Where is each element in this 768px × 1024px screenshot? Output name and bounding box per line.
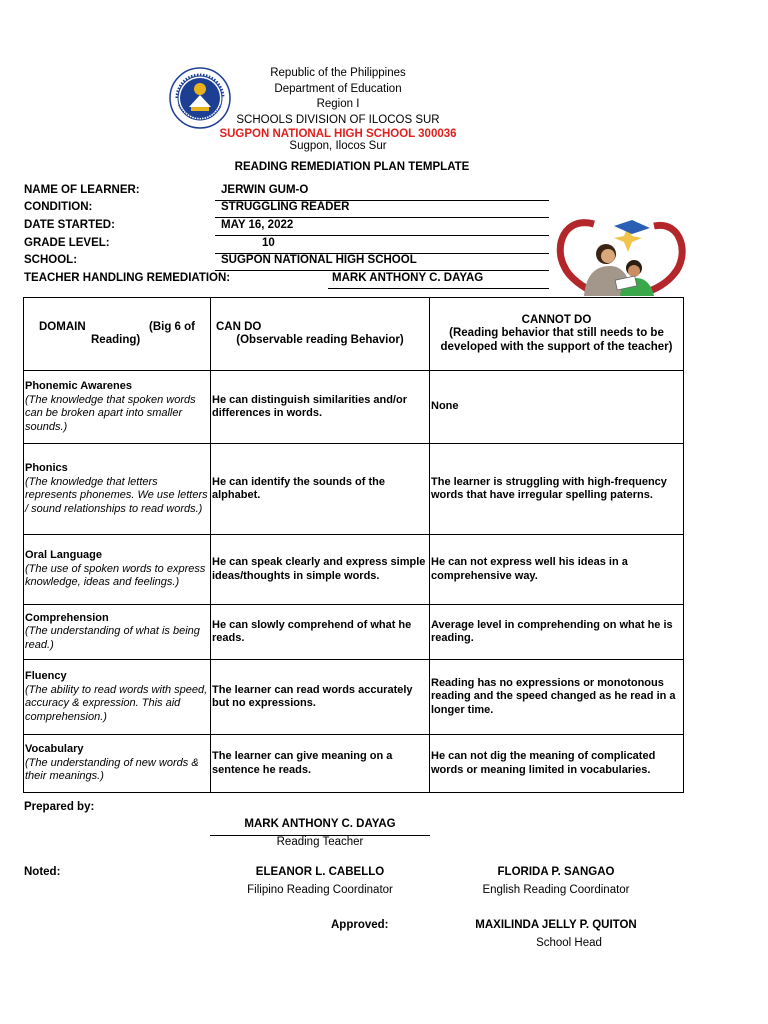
- domain-cell: Comprehension (The understanding of what is being read.): [24, 605, 211, 660]
- domain-cell: Fluency (The ability to read words with speed, accuracy & expression. This aid comprehension.): [24, 660, 211, 735]
- school-name-text: SUGPON NATIONAL HIGH SCHOOL 300036: [219, 128, 457, 140]
- cannot-do-cell: He can not dig the meaning of complicated words or meaning limited in vocabularies.: [430, 735, 684, 793]
- domain-cell: Phonemic Awarenes (The knowledge that spoken words can be broken apart into smaller sounds.): [24, 371, 211, 444]
- can-do-header: CAN DO (Observable reading Behavior): [211, 298, 430, 371]
- school-value: SUGPON NATIONAL HIGH SCHOOL: [221, 254, 417, 266]
- domain-cell: Oral Language (The use of spoken words to express knowledge, ideas and feelings.): [24, 535, 211, 605]
- can-do-cell: He can slowly comprehend of what he reads.: [211, 605, 430, 660]
- can-do-cell: The learner can give meaning on a sentence he reads.: [211, 735, 430, 793]
- name-value: JERWIN GUM-O: [221, 184, 309, 196]
- name-label: NAME OF LEARNER:: [24, 184, 140, 196]
- noted1-name: ELEANOR L. CABELLO: [255, 866, 385, 878]
- cannot-do-cell: He can not express well his ideas in a comprehensive way.: [430, 535, 684, 605]
- condition-label: CONDITION:: [24, 201, 93, 213]
- table-row: [24, 660, 684, 735]
- noted-label: Noted:: [24, 866, 61, 878]
- date-label: DATE STARTED:: [24, 219, 115, 231]
- cannot-do-cell: The learner is struggling with high-frequency words that have irregular spelling paterns.: [430, 444, 684, 535]
- table-header-row: [24, 298, 684, 371]
- approver-role: School Head: [536, 937, 602, 949]
- noted2-role: English Reading Coordinator: [482, 884, 630, 896]
- domain-cell: Vocabulary (The understanding of new words & their meanings.): [24, 735, 211, 793]
- table-row: [24, 371, 684, 444]
- school-label: SCHOOL:: [24, 254, 78, 266]
- region-text: Region I: [316, 98, 360, 110]
- teacher-label: TEACHER HANDLING REMEDIATION:: [24, 272, 231, 284]
- reading-mother-child-illustration: [554, 216, 688, 296]
- preparer-name: MARK ANTHONY C. DAYAG: [244, 818, 396, 830]
- division-text: SCHOOLS DIVISION OF ILOCOS SUR: [236, 114, 440, 126]
- prepared-by-label: Prepared by:: [24, 801, 95, 813]
- cannot-do-cell: Reading has no expressions or monotonous reading and the speed changed as he read in a longer time.: [430, 660, 684, 735]
- address-text: Sugpon, Ilocos Sur: [289, 140, 387, 152]
- remediation-plan-table: [23, 297, 684, 793]
- approved-label: Approved:: [331, 919, 389, 931]
- preparer-role: Reading Teacher: [276, 836, 364, 848]
- grade-value: 10: [262, 237, 275, 249]
- condition-value: STRUGGLING READER: [221, 201, 350, 213]
- table-row: [24, 535, 684, 605]
- grade-label: GRADE LEVEL:: [24, 237, 110, 249]
- can-do-cell: He can speak clearly and express simple ideas/thoughts in simple words.: [211, 535, 430, 605]
- domain-header: DOMAIN (Big 6 of Reading): [24, 298, 211, 371]
- page-title: READING REMEDIATION PLAN TEMPLATE: [234, 161, 470, 173]
- can-do-cell: He can identify the sounds of the alphabet.: [211, 444, 430, 535]
- approver-name: MAXILINDA JELLY P. QUITON: [475, 919, 637, 931]
- noted2-name: FLORIDA P. SANGAO: [497, 866, 615, 878]
- cannot-do-cell: None: [430, 371, 684, 444]
- table-row: [24, 735, 684, 793]
- cannot-do-header: CANNOT DO (Reading behavior that still needs to be developed with the support of the teacher): [430, 298, 684, 371]
- republic-text: Republic of the Philippines: [270, 67, 406, 79]
- cannot-do-cell: Average level in comprehending on what he is reading.: [430, 605, 684, 660]
- table-row: [24, 444, 684, 535]
- date-value: MAY 16, 2022: [221, 219, 294, 231]
- table-row: [24, 605, 684, 660]
- department-text: Department of Education: [274, 83, 402, 95]
- teacher-value: MARK ANTHONY C. DAYAG: [332, 272, 484, 284]
- can-do-cell: The learner can read words accurately but no expressions.: [211, 660, 430, 735]
- can-do-cell: He can distinguish similarities and/or differences in words.: [211, 371, 430, 444]
- domain-cell: Phonics (The knowledge that letters represents phonemes. We use letters / sound relationships to read words.): [24, 444, 211, 535]
- noted1-role: Filipino Reading Coordinator: [247, 884, 393, 896]
